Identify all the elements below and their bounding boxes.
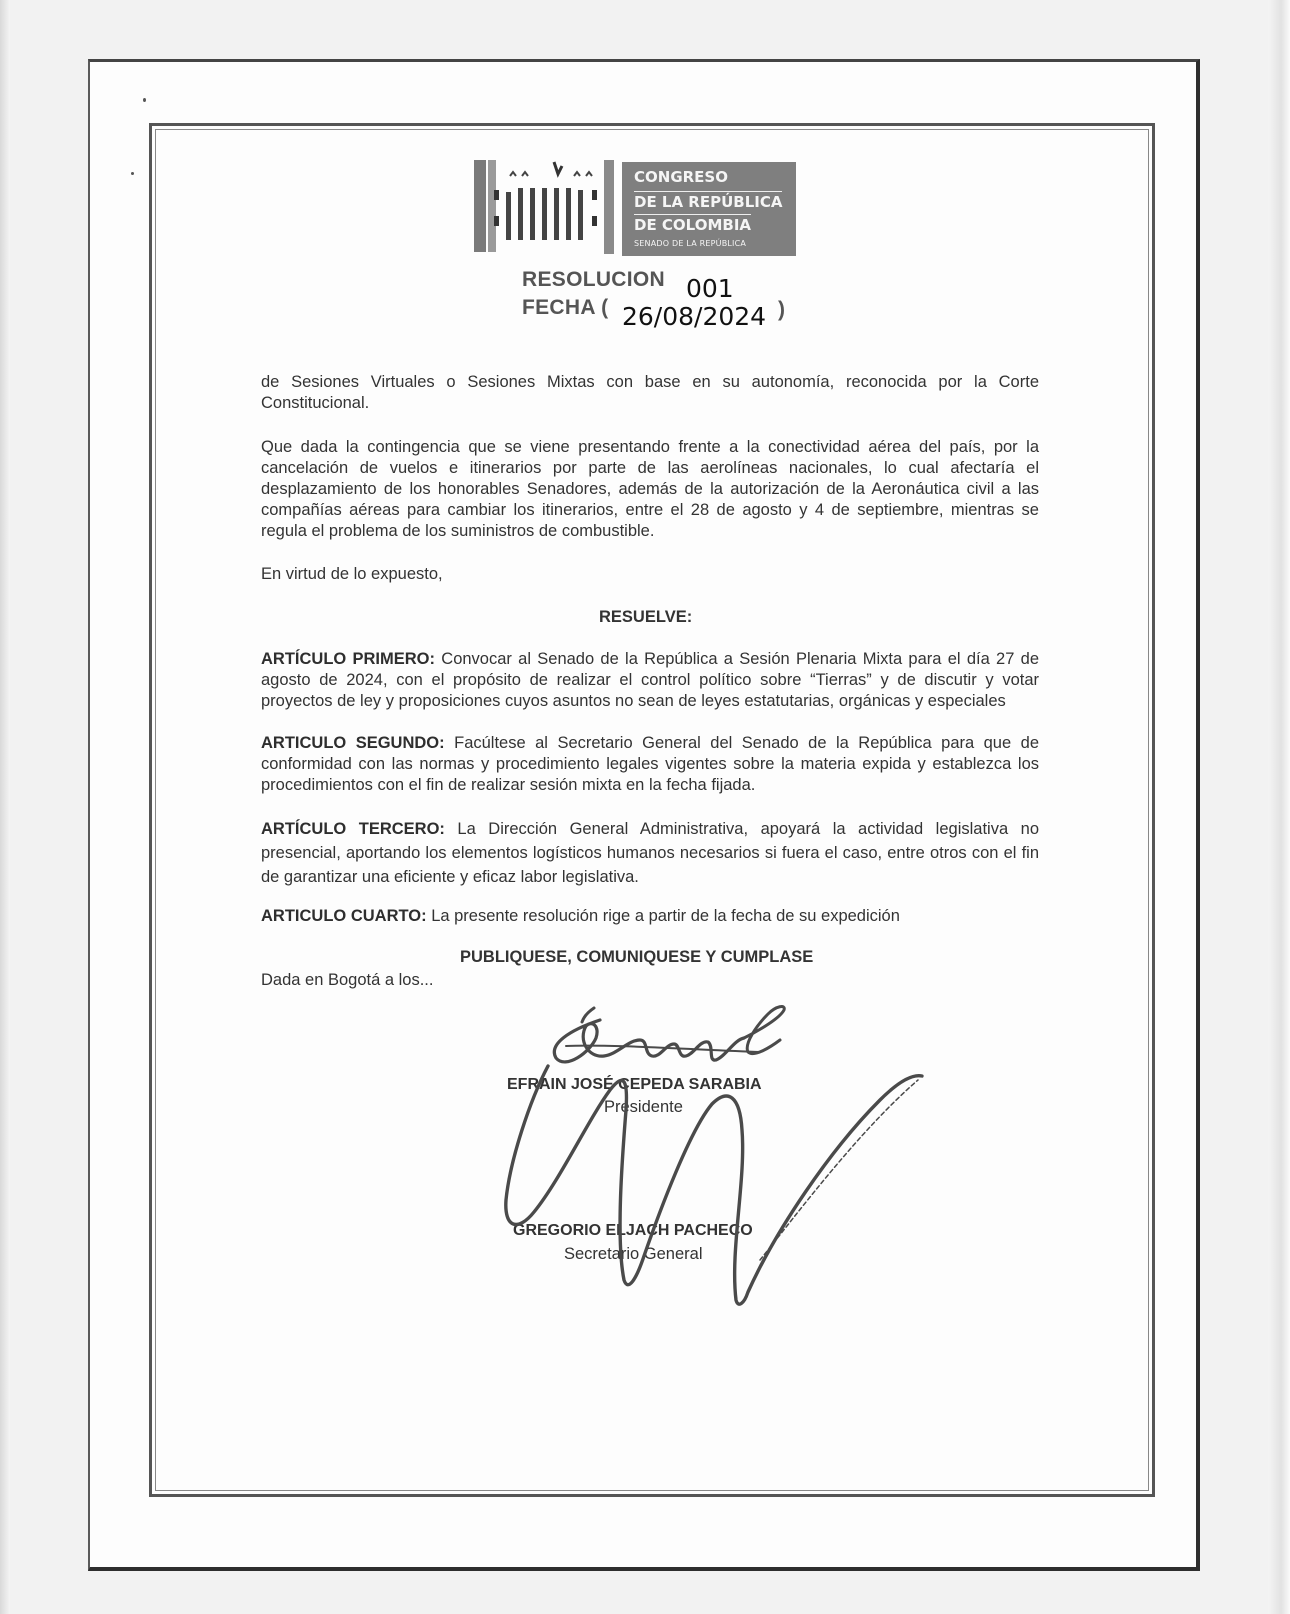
articulo-segundo	[261, 733, 1039, 796]
articulo-primero	[261, 649, 1039, 712]
articulo-tercero-label: ARTÍCULO TERCERO:	[261, 820, 445, 838]
articulo-cuarto-text: La presente resolución rige a partir de la fecha de su expedición	[426, 907, 900, 925]
articulo-tercero	[261, 817, 1039, 889]
capitol-columns-icon	[474, 158, 622, 256]
logo-line-2: DE LA REPÚBLICA	[634, 193, 783, 211]
articulo-primero-text: Convocar al Senado de la República a Sesión Plenaria Mixta para el día 27 de agosto de 2024, con el propósito de realizar el control político sobre “Tierras” y de discutir y votar proyectos de ley y proposiciones cuyos asuntos no sean de leyes estatutarias, orgánicas y especiales	[261, 650, 1040, 710]
resuelve-heading: RESUELVE:	[599, 608, 693, 626]
resolucion-number: 001	[686, 274, 734, 303]
paragraph-virtud: En virtud de lo expuesto,	[261, 565, 443, 583]
scan-speck	[143, 98, 146, 102]
logo-line-1: CONGRESO	[634, 168, 728, 186]
articulo-tercero-text: La Dirección General Administrativa, apoyará la actividad legislativa no presencial, aportando los elementos logísticos humanos necesarios si fuera el caso, entre otros con el fin de garantizar una eficiente y eficaz labor legislativa.	[261, 820, 1039, 886]
dada-en-bogota: Dada en Bogotá a los...	[261, 971, 434, 989]
congress-logo	[474, 158, 796, 256]
scan-edge-right	[1268, 0, 1290, 1614]
secretary-name: GREGORIO ELJACH PACHECO	[513, 1222, 753, 1239]
articulo-cuarto-label: ARTICULO CUARTO:	[261, 907, 427, 925]
resolucion-label: RESOLUCION	[522, 268, 666, 291]
president-name: EFRAIN JOSÉ CEPEDA SARABIA	[507, 1076, 762, 1093]
president-role: Presidente	[604, 1098, 683, 1116]
fecha-close: )	[778, 298, 786, 321]
articulo-segundo-label: ARTICULO SEGUNDO:	[261, 734, 445, 752]
fecha-label: FECHA (	[522, 296, 609, 319]
fecha-value: 26/08/2024	[622, 302, 767, 331]
articulo-cuarto	[261, 906, 1039, 927]
paragraph-contingencia: Que dada la contingencia que se viene presentando frente a la conectividad aérea del país, por la cancelación de vuelos e itinerarios por parte de las aerolíneas nacionales, lo cual afectaría el desplazamiento de los honorables Senadores, además de la autorización de la Aeronáutica civil a las compañías aéreas para cambiar los itinerarios, entre el 28 de agosto y 4 de septiembre, mientras se regula el problema de los suministros de combustible.	[261, 438, 1039, 540]
closing-formula: PUBLIQUESE, COMUNIQUESE Y CUMPLASE	[460, 948, 814, 966]
articulo-segundo-text: Facúltese al Secretario General del Senado de la República para que de conformidad con las normas y procedimiento legales vigentes sobre la materia expida y establezca los procedimientos con el fin de realizar sesión mixta en la fecha fijada.	[261, 734, 1039, 794]
paragraph-autonomia: de Sesiones Virtuales o Sesiones Mixtas con base en su autonomía, reconocida por la Corte Constitucional.	[261, 373, 1039, 412]
logo-line-4: SENADO DE LA REPÚBLICA	[634, 239, 747, 248]
scan-speck	[131, 172, 134, 175]
scan-edge-left	[0, 0, 10, 1614]
secretary-role: Secretario General	[564, 1245, 703, 1263]
logo-line-3: DE COLOMBIA	[634, 216, 752, 234]
articulo-primero-label: ARTÍCULO PRIMERO:	[261, 650, 436, 668]
